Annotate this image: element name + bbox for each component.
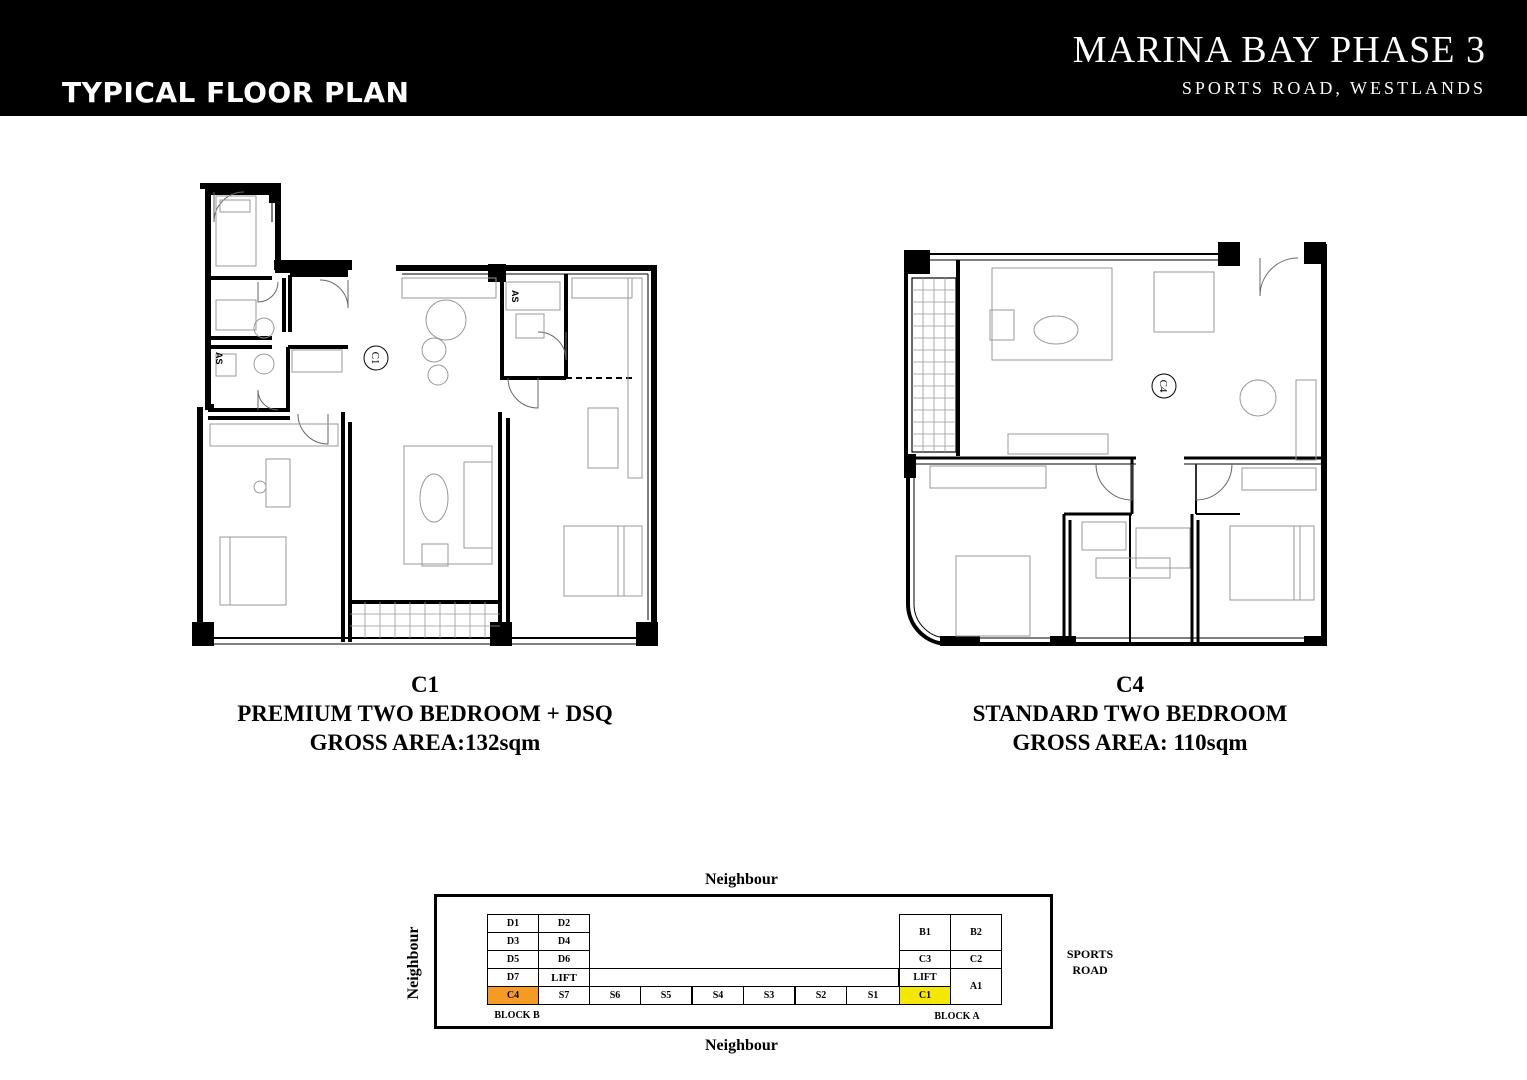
site-cell-lift-a: LIFT xyxy=(899,968,951,987)
neighbour-bottom-label: Neighbour xyxy=(705,1037,778,1054)
site-cell-a1: A1 xyxy=(950,968,1002,1005)
site-cell-d7: D7 xyxy=(487,968,539,987)
site-cell-d5: D5 xyxy=(487,950,539,969)
project-location: SPORTS ROAD, WESTLANDS xyxy=(1181,78,1486,98)
site-cell-d4: D4 xyxy=(538,932,590,951)
c1-unit-code: C1 xyxy=(410,672,440,697)
site-cell-s6: S6 xyxy=(589,986,641,1005)
site-cell-c3: C3 xyxy=(899,950,951,969)
site-cell-b2: B2 xyxy=(950,914,1002,951)
site-cell-b1: B1 xyxy=(899,914,951,951)
block-b-label: BLOCK B xyxy=(494,1009,540,1021)
site-plan xyxy=(434,894,1053,1029)
c4-gross-area: GROSS AREA: 110sqm xyxy=(1012,730,1248,755)
site-cell-d3: D3 xyxy=(487,932,539,951)
c4-unit-type: STANDARD TWO BEDROOM xyxy=(972,701,1288,726)
header-bar xyxy=(0,0,1527,116)
c1-plan-tag: C1 xyxy=(369,351,381,365)
site-cell-c4: C4 xyxy=(487,986,539,1005)
neighbour-left-label: Neighbour xyxy=(405,926,422,1000)
project-name: MARINA BAY PHASE 3 xyxy=(1072,29,1486,71)
site-cell-d1: D1 xyxy=(487,914,539,933)
site-cell-c2: C2 xyxy=(950,950,1002,969)
site-cell-s3: S3 xyxy=(743,986,795,1005)
site-cell-s1: S1 xyxy=(846,986,900,1005)
c1-unit-type: PREMIUM TWO BEDROOM + DSQ xyxy=(237,701,613,726)
site-cell-d6: D6 xyxy=(538,950,590,969)
c1-caption xyxy=(200,670,650,757)
c4-floor-plan xyxy=(900,238,1332,652)
site-cell-s5: S5 xyxy=(640,986,692,1005)
c1-floor-plan xyxy=(188,182,663,652)
c4-caption xyxy=(905,670,1355,757)
site-cell-d2: D2 xyxy=(538,914,590,933)
c1-gross-area: GROSS AREA:132sqm xyxy=(309,730,541,755)
block-a-label: BLOCK A xyxy=(934,1010,980,1022)
neighbour-top-label: Neighbour xyxy=(705,871,778,888)
site-cell-lift-b: LIFT xyxy=(538,968,590,987)
c4-plan-tag: C4 xyxy=(1157,379,1169,393)
site-cell-s2: S2 xyxy=(795,986,847,1005)
section-title: TYPICAL FLOOR PLAN xyxy=(62,76,410,109)
sports-road-label: SPORTS ROAD xyxy=(1066,947,1114,977)
site-cell-c1: C1 xyxy=(899,986,951,1005)
c1-sink-tag-1: AS xyxy=(214,352,224,365)
site-cell-s4: S4 xyxy=(692,986,744,1005)
c4-unit-code: C4 xyxy=(1115,672,1145,697)
c1-sink-tag-2: AS xyxy=(510,290,520,303)
site-corridor xyxy=(589,968,899,987)
site-cell-s7: S7 xyxy=(538,986,590,1005)
